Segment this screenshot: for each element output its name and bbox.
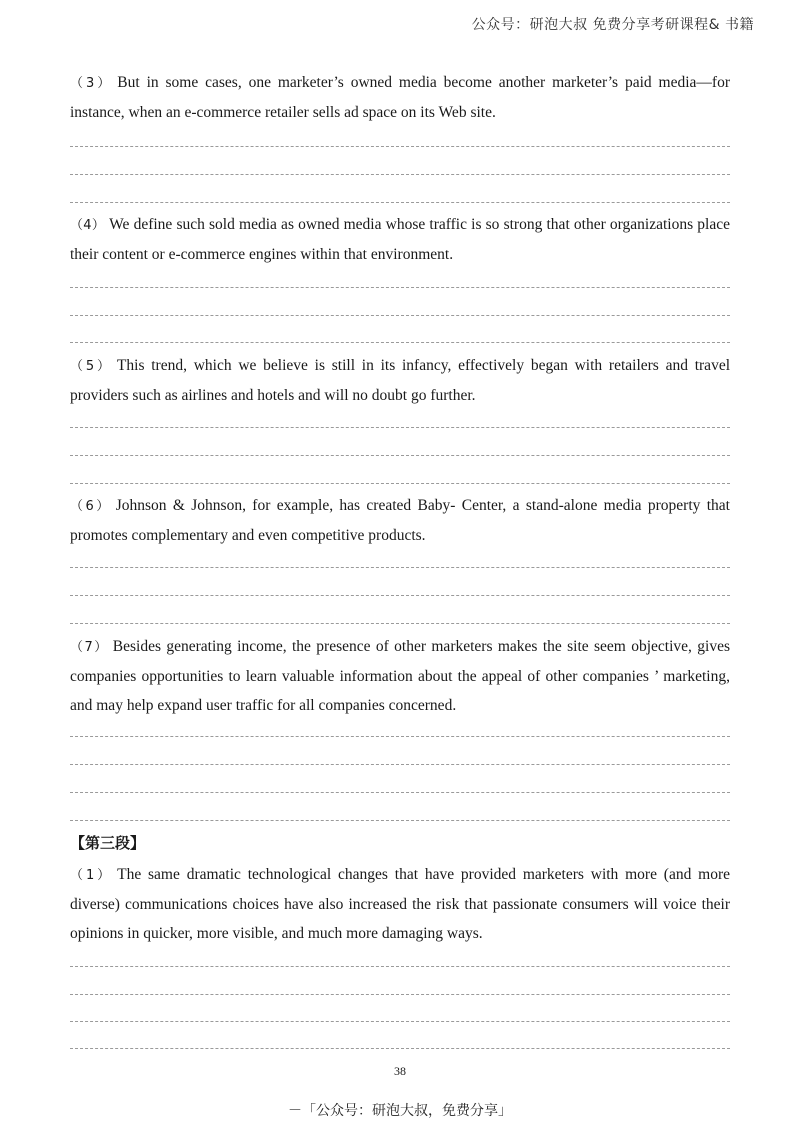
paragraph-number: （4）: [70, 218, 106, 233]
page-number: 38: [394, 1064, 406, 1078]
answer-line: [70, 146, 730, 147]
answer-line: [70, 483, 730, 484]
answer-line: [70, 202, 730, 203]
paragraph-7: [70, 632, 730, 720]
answer-line: [70, 764, 730, 765]
answer-line: [70, 567, 730, 568]
footer-watermark-text: －「公众号：研泡大叔，免费分享」: [288, 1103, 512, 1119]
answer-line: [70, 623, 730, 624]
answer-line: [70, 736, 730, 737]
paragraph-text: Besides generating income, the presence of other marketers makes the site seem objective, gives companies opportunities to learn valuable information about the appeal of other companies ’ marketing, and may help expand user traffic for all companies concerned.: [70, 638, 731, 714]
answer-line: [70, 994, 730, 995]
paragraph-text: But in some cases, one marketer’s owned media become another marketer’s paid media—for instance, when an e-commerce retailer sells ad space on its Web site.: [70, 74, 730, 121]
answer-line: [70, 427, 730, 428]
paragraph-number: （6）: [70, 499, 112, 514]
answer-line: [70, 342, 730, 343]
paragraph-number: （1）: [70, 868, 114, 883]
answer-line: [70, 820, 730, 821]
paragraph-text: Johnson & Johnson, for example, has created Baby- Center, a stand-alone media property that promotes complementary and even competitive products.: [70, 497, 730, 544]
answer-line: [70, 315, 730, 316]
paragraph-number: （5）: [70, 359, 113, 374]
paragraph-text: The same dramatic technological changes that have provided marketers with more (and more diverse) communications choices have also increased the risk that passionate consumers will voice their opinions in quicker, more visible, and much more damaging ways.: [70, 866, 730, 942]
answer-line: [70, 174, 730, 175]
answer-line: [70, 595, 730, 596]
paragraph-number: （3）: [70, 76, 114, 91]
answer-line: [70, 966, 730, 967]
paragraph-number: （7）: [70, 640, 109, 655]
paragraph-text: We define such sold media as owned media whose traffic is so strong that other organizations place their content or e-commerce engines within that environment.: [70, 216, 730, 263]
section-paragraph-1: [70, 860, 730, 948]
answer-line: [70, 287, 730, 288]
answer-line: [70, 455, 730, 456]
answer-line: [70, 792, 730, 793]
paragraph-3: [70, 68, 730, 127]
answer-line: [70, 1048, 730, 1049]
paragraph-6: [70, 491, 730, 550]
section-title: 【第三段】: [70, 834, 146, 852]
paragraph-5: [70, 351, 730, 410]
paragraph-text: This trend, which we believe is still in its infancy, effectively began with retailers and travel providers such as airlines and hotels and will no doubt go further.: [70, 357, 730, 404]
header-watermark-text: 公众号：研泡大叔 免费分享考研课程& 书籍: [471, 17, 754, 33]
answer-line: [70, 1021, 730, 1022]
paragraph-4: [70, 210, 730, 269]
